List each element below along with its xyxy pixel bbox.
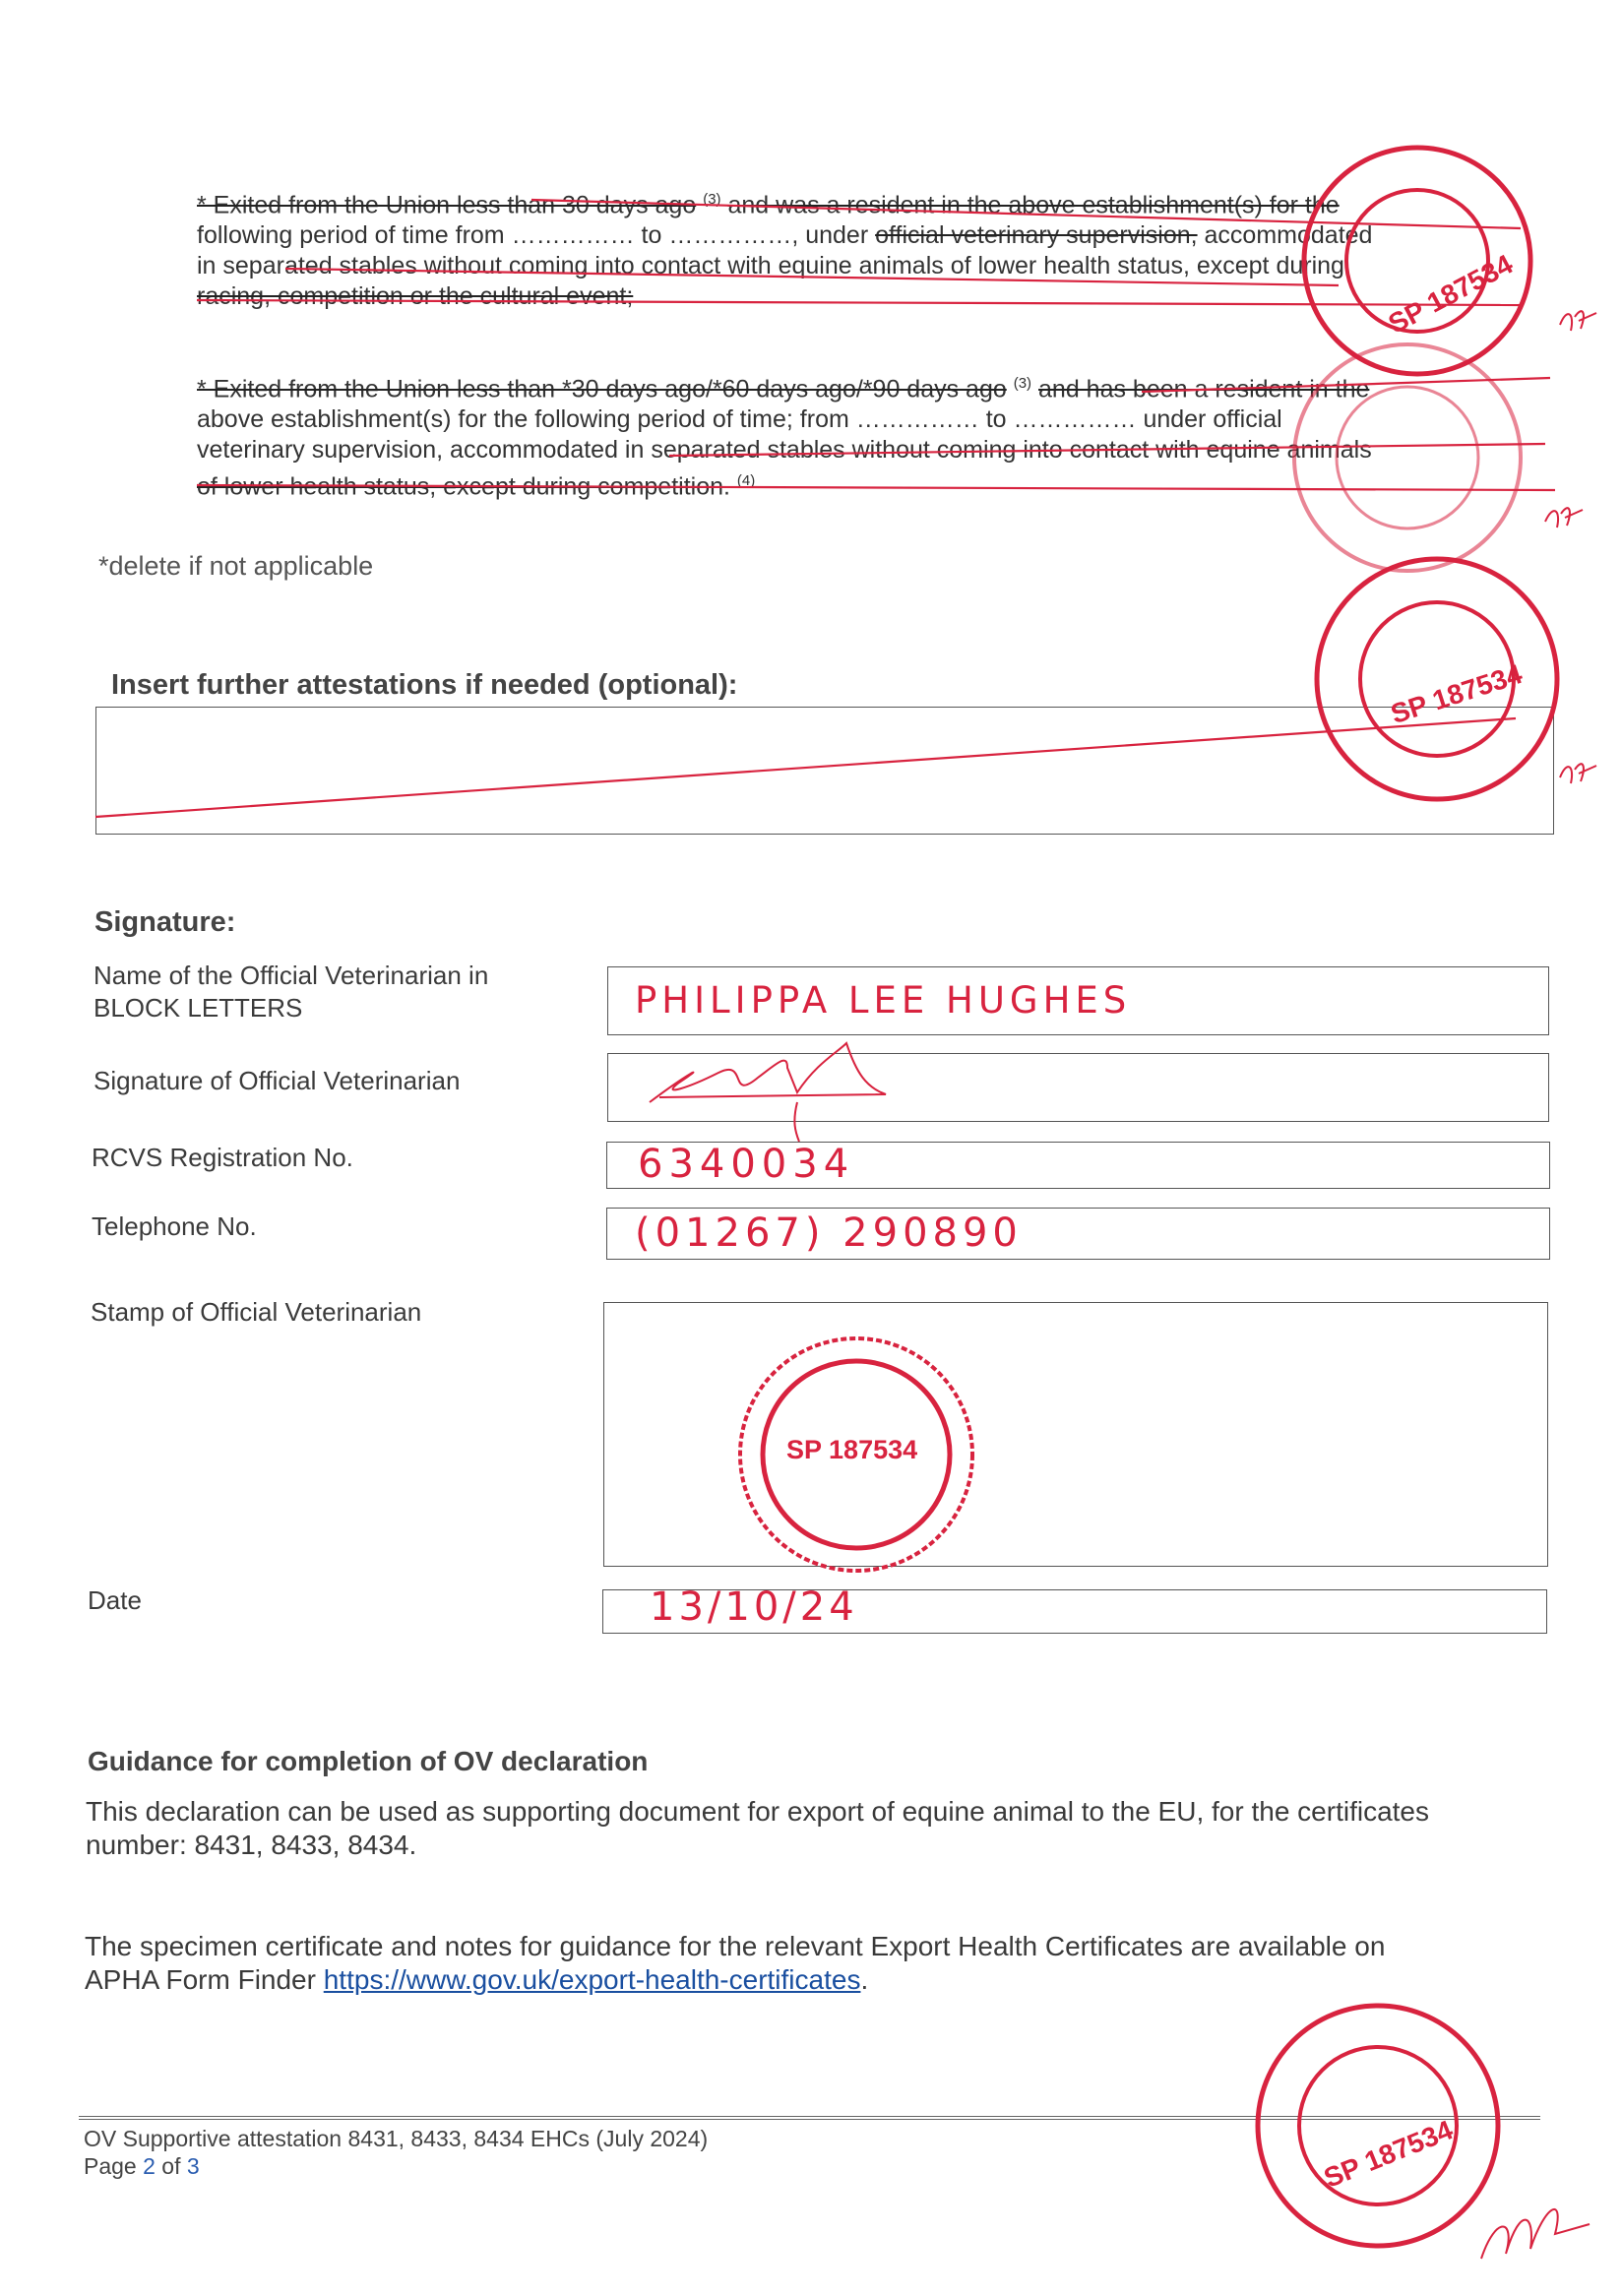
footer-rule <box>79 2116 1540 2120</box>
svg-text:SP 187534: SP 187534 <box>1319 2114 1458 2194</box>
guidance-para-1-line-2: number: 8431, 8433, 8434. <box>86 1830 417 1860</box>
page-of: of <box>155 2153 187 2179</box>
clause2-line1-rest: and has been a resident in the <box>1038 375 1370 403</box>
guidance-heading: Guidance for completion of OV declaration <box>88 1746 649 1776</box>
footer-title: OV Supportive attestation 8431, 8433, 8434 EHCs (July 2024) <box>84 2126 709 2151</box>
clause1-line2-strike: official veterinary supervision, <box>875 221 1198 250</box>
guidance-para-1 <box>86 1795 1562 1862</box>
footnote-ref: (4) <box>736 472 756 490</box>
page-number <box>84 2152 708 2180</box>
guidance-para-2-line-2 <box>85 1963 1561 1997</box>
clause2-line2: above establishment(s) for the following period of time; from …………… to …………… under official <box>197 405 1282 434</box>
svg-text:SP 187534: SP 187534 <box>1383 248 1518 340</box>
page-current: 2 <box>143 2153 156 2179</box>
form-finder-prefix: APHA Form Finder <box>85 1964 324 1995</box>
clause2-line4: of lower health status, except during competition. <box>197 472 730 501</box>
name-value: PHILIPPA LEE HUGHES <box>635 979 1132 1022</box>
signature-label: Signature of Official Veterinarian <box>94 1066 461 1095</box>
page-word: Page <box>84 2153 144 2179</box>
rcvs-label: RCVS Registration No. <box>92 1143 353 1172</box>
stamp-label: Stamp of Official Veterinarian <box>91 1297 422 1327</box>
svg-text:SP 187534: SP 187534 <box>786 1435 918 1464</box>
signature-field[interactable] <box>607 1053 1549 1122</box>
period: . <box>860 1964 869 1995</box>
clause1-line1-rest: and was a resident in the above establishment(s) for the <box>727 191 1340 219</box>
further-attestations-heading: Insert further attestations if needed (optional): <box>111 669 738 701</box>
name-label-line1: Name of the Official Veterinarian in <box>94 961 489 990</box>
clause1-line2: following period of time from …………… to ……………, under <box>197 221 869 250</box>
clause2-line1-strike: * Exited from the Union less than *30 days ago/*60 days ago/*90 days ago <box>197 375 1007 403</box>
clause1-line1-strike: * Exited from the Union less than 30 days ago <box>197 191 697 219</box>
stamp-field[interactable] <box>603 1302 1548 1567</box>
clause1-line2-end: accommodated <box>1204 221 1373 250</box>
stamp-bottom <box>1258 2006 1498 2246</box>
guidance-para-2 <box>85 1930 1561 1997</box>
further-attestations-box[interactable] <box>95 707 1554 835</box>
page-total: 3 <box>186 2153 200 2179</box>
rcvs-value: 6340034 <box>638 1142 855 1187</box>
svg-text:SP 187534: SP 187534 <box>1387 658 1527 730</box>
footnote-ref: (3) <box>703 191 721 208</box>
telephone-value: (01267) 290890 <box>635 1210 1023 1256</box>
clause-2 <box>197 368 1575 503</box>
clause-1 <box>197 184 1565 312</box>
date-value: 13/10/24 <box>650 1584 858 1630</box>
clause1-line3: in separated stables without coming into contact with equine animals of lower health status, except during <box>197 252 1344 280</box>
guidance-para-2-line-1: The specimen certificate and notes for guidance for the relevant Export Health Certificates are available on <box>85 1931 1386 1961</box>
name-label-line2: BLOCK LETTERS <box>94 993 303 1023</box>
footer <box>84 2125 708 2180</box>
clause1-line4: racing, competition or the cultural event; <box>197 282 634 311</box>
clause2-line3: veterinary supervision, accommodated in separated stables without coming into contact with equine animals <box>197 436 1372 465</box>
guidance-para-1-line-1: This declaration can be used as supporting document for export of equine animal to the EU, for the certificates <box>86 1796 1429 1827</box>
signature-heading: Signature: <box>94 906 236 938</box>
footnote-ref: (3) <box>1013 375 1032 392</box>
name-label <box>94 960 488 1024</box>
export-health-certificates-link[interactable]: https://www.gov.uk/export-health-certificates <box>323 1964 861 1995</box>
date-label: Date <box>88 1585 142 1615</box>
telephone-label: Telephone No. <box>92 1211 257 1241</box>
delete-note: *delete if not applicable <box>98 551 374 581</box>
